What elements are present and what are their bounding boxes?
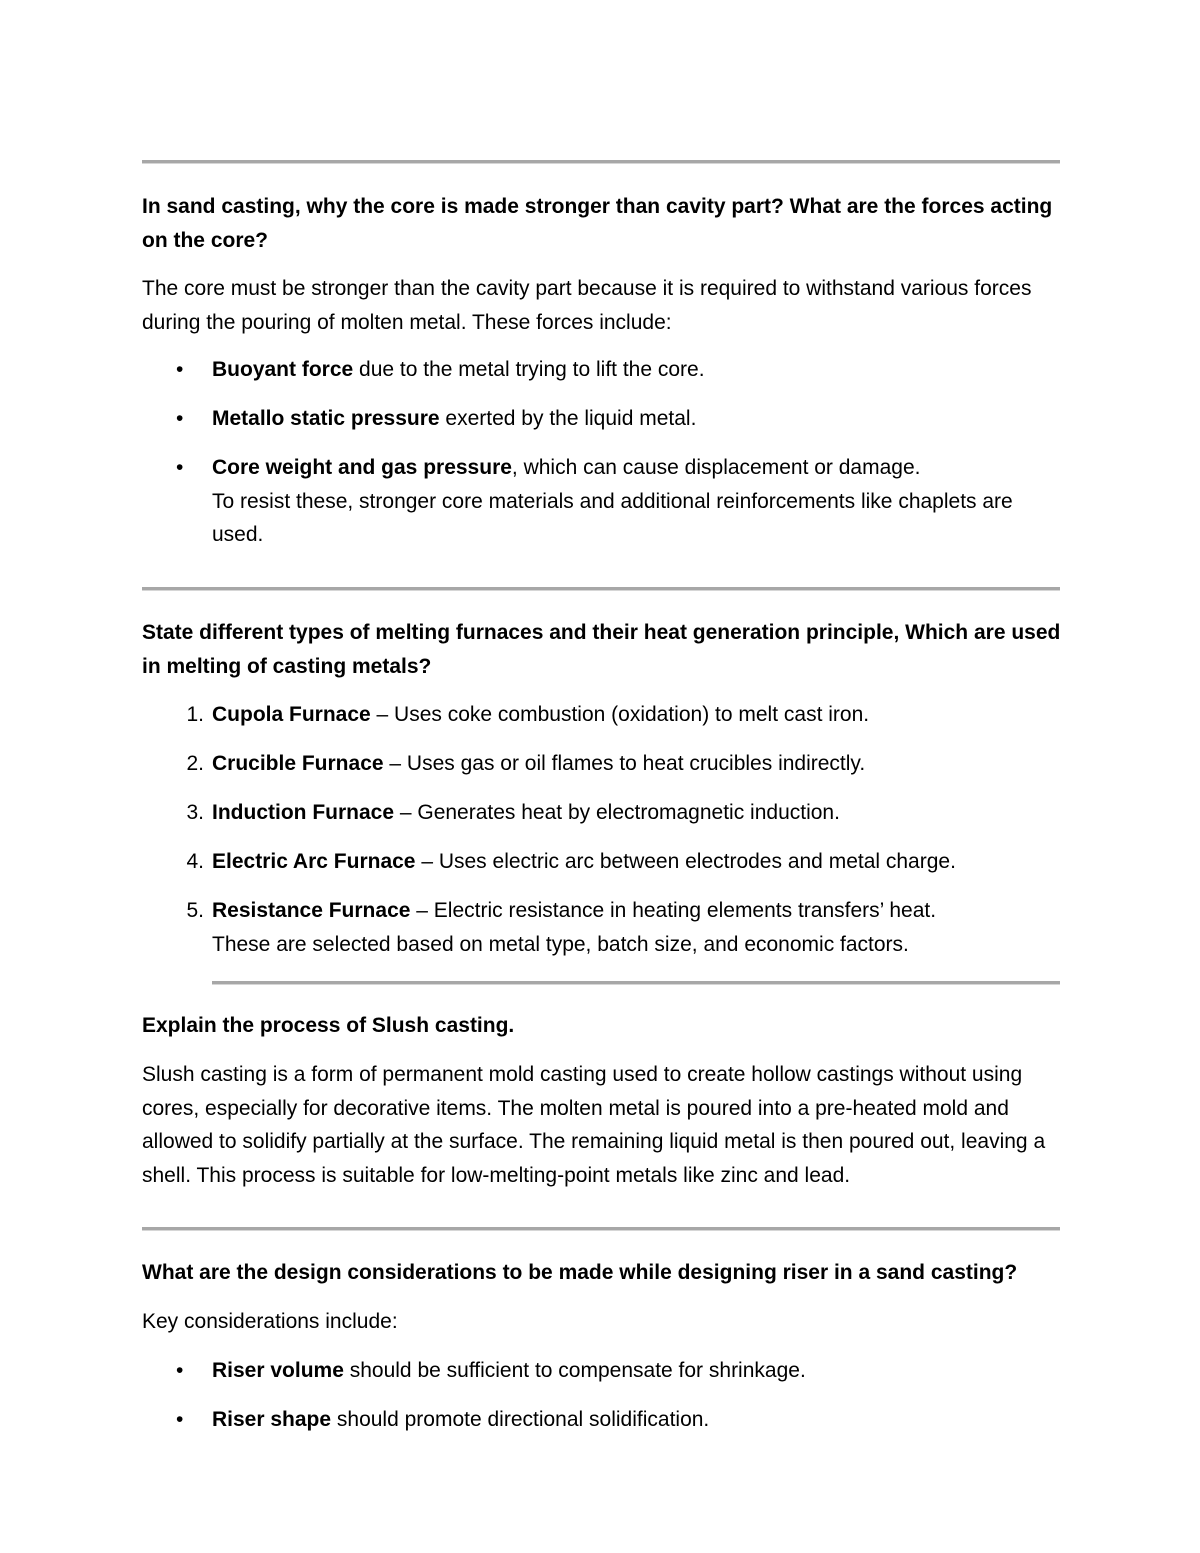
question-heading: Explain the process of Slush casting. xyxy=(142,1014,515,1037)
list-number: 3. xyxy=(186,801,204,824)
list-number: 1. xyxy=(186,703,204,726)
list-item-text: – Uses coke combustion (oxidation) to melt cast iron. xyxy=(370,703,870,726)
list-item-text: should promote directional solidification. xyxy=(331,1408,710,1431)
question-heading: In sand casting, why the core is made stronger than cavity part? What are the forces acting on the core? xyxy=(142,195,1053,252)
list-item-term: Riser shape xyxy=(212,1408,332,1431)
horizontal-rule xyxy=(142,1227,1060,1231)
question-heading: What are the design considerations to be made while designing riser in a sand casting? xyxy=(142,1261,1018,1284)
answer-paragraph: Slush casting is a form of permanent mold casting used to create hollow castings without using cores, especially for decorative items. The molten metal is poured into a pre-heated mold and allowed to solidify partially at the surface. The remaining liquid metal is then poured out, leaving a shell. This process is suitable for low-melting-point metals like zinc and lead. xyxy=(142,1063,1046,1187)
list-item-term: Buoyant force xyxy=(212,358,354,381)
list-item-term: Core weight and gas pressure xyxy=(212,456,512,479)
bullet-marker: • xyxy=(176,1359,184,1382)
question-heading: State different types of melting furnaces and their heat generation principle, Which are used in melting of casting metals? xyxy=(142,621,1061,678)
list-number: 2. xyxy=(186,752,204,775)
list-item-term: Cupola Furnace xyxy=(212,703,371,726)
list-item-term: Induction Furnace xyxy=(212,801,395,824)
list-item-text: , which can cause displacement or damage. xyxy=(511,456,921,479)
list-item-term: Metallo static pressure xyxy=(212,407,440,430)
list-item-continuation: To resist these, stronger core materials and additional reinforcements like chaplets are used. xyxy=(212,489,1013,546)
horizontal-rule xyxy=(212,981,1060,985)
list-number: 4. xyxy=(186,850,204,873)
answer-paragraph: Key considerations include: xyxy=(142,1310,398,1333)
bullet-marker: • xyxy=(176,358,184,381)
horizontal-rule xyxy=(142,160,1060,164)
list-item-term: Resistance Furnace xyxy=(212,899,411,922)
list-item-continuation: These are selected based on metal type, batch size, and economic factors. xyxy=(212,932,909,956)
horizontal-rule xyxy=(142,587,1060,591)
list-item-term: Riser volume xyxy=(212,1359,344,1382)
list-item-text: due to the metal trying to lift the core. xyxy=(353,358,705,381)
list-item-term: Crucible Furnace xyxy=(212,752,384,775)
list-item-text: – Generates heat by electromagnetic induction. xyxy=(394,801,840,824)
list-item-text: – Uses electric arc between electrodes and metal charge. xyxy=(415,850,956,873)
list-number: 5. xyxy=(186,899,204,922)
list-item-text: exerted by the liquid metal. xyxy=(439,407,697,430)
answer-paragraph: The core must be stronger than the cavity part because it is required to withstand various forces during the pouring of molten metal. These forces include: xyxy=(142,277,1032,334)
list-item-text: – Electric resistance in heating elements transfers’ heat. xyxy=(410,899,937,922)
bullet-marker: • xyxy=(176,1408,184,1431)
bullet-marker: • xyxy=(176,407,184,430)
list-item-text: should be sufficient to compensate for shrinkage. xyxy=(343,1359,806,1382)
list-item-term: Electric Arc Furnace xyxy=(212,850,416,873)
bullet-marker: • xyxy=(176,456,184,479)
list-item-text: – Uses gas or oil flames to heat crucibles indirectly. xyxy=(383,752,866,775)
